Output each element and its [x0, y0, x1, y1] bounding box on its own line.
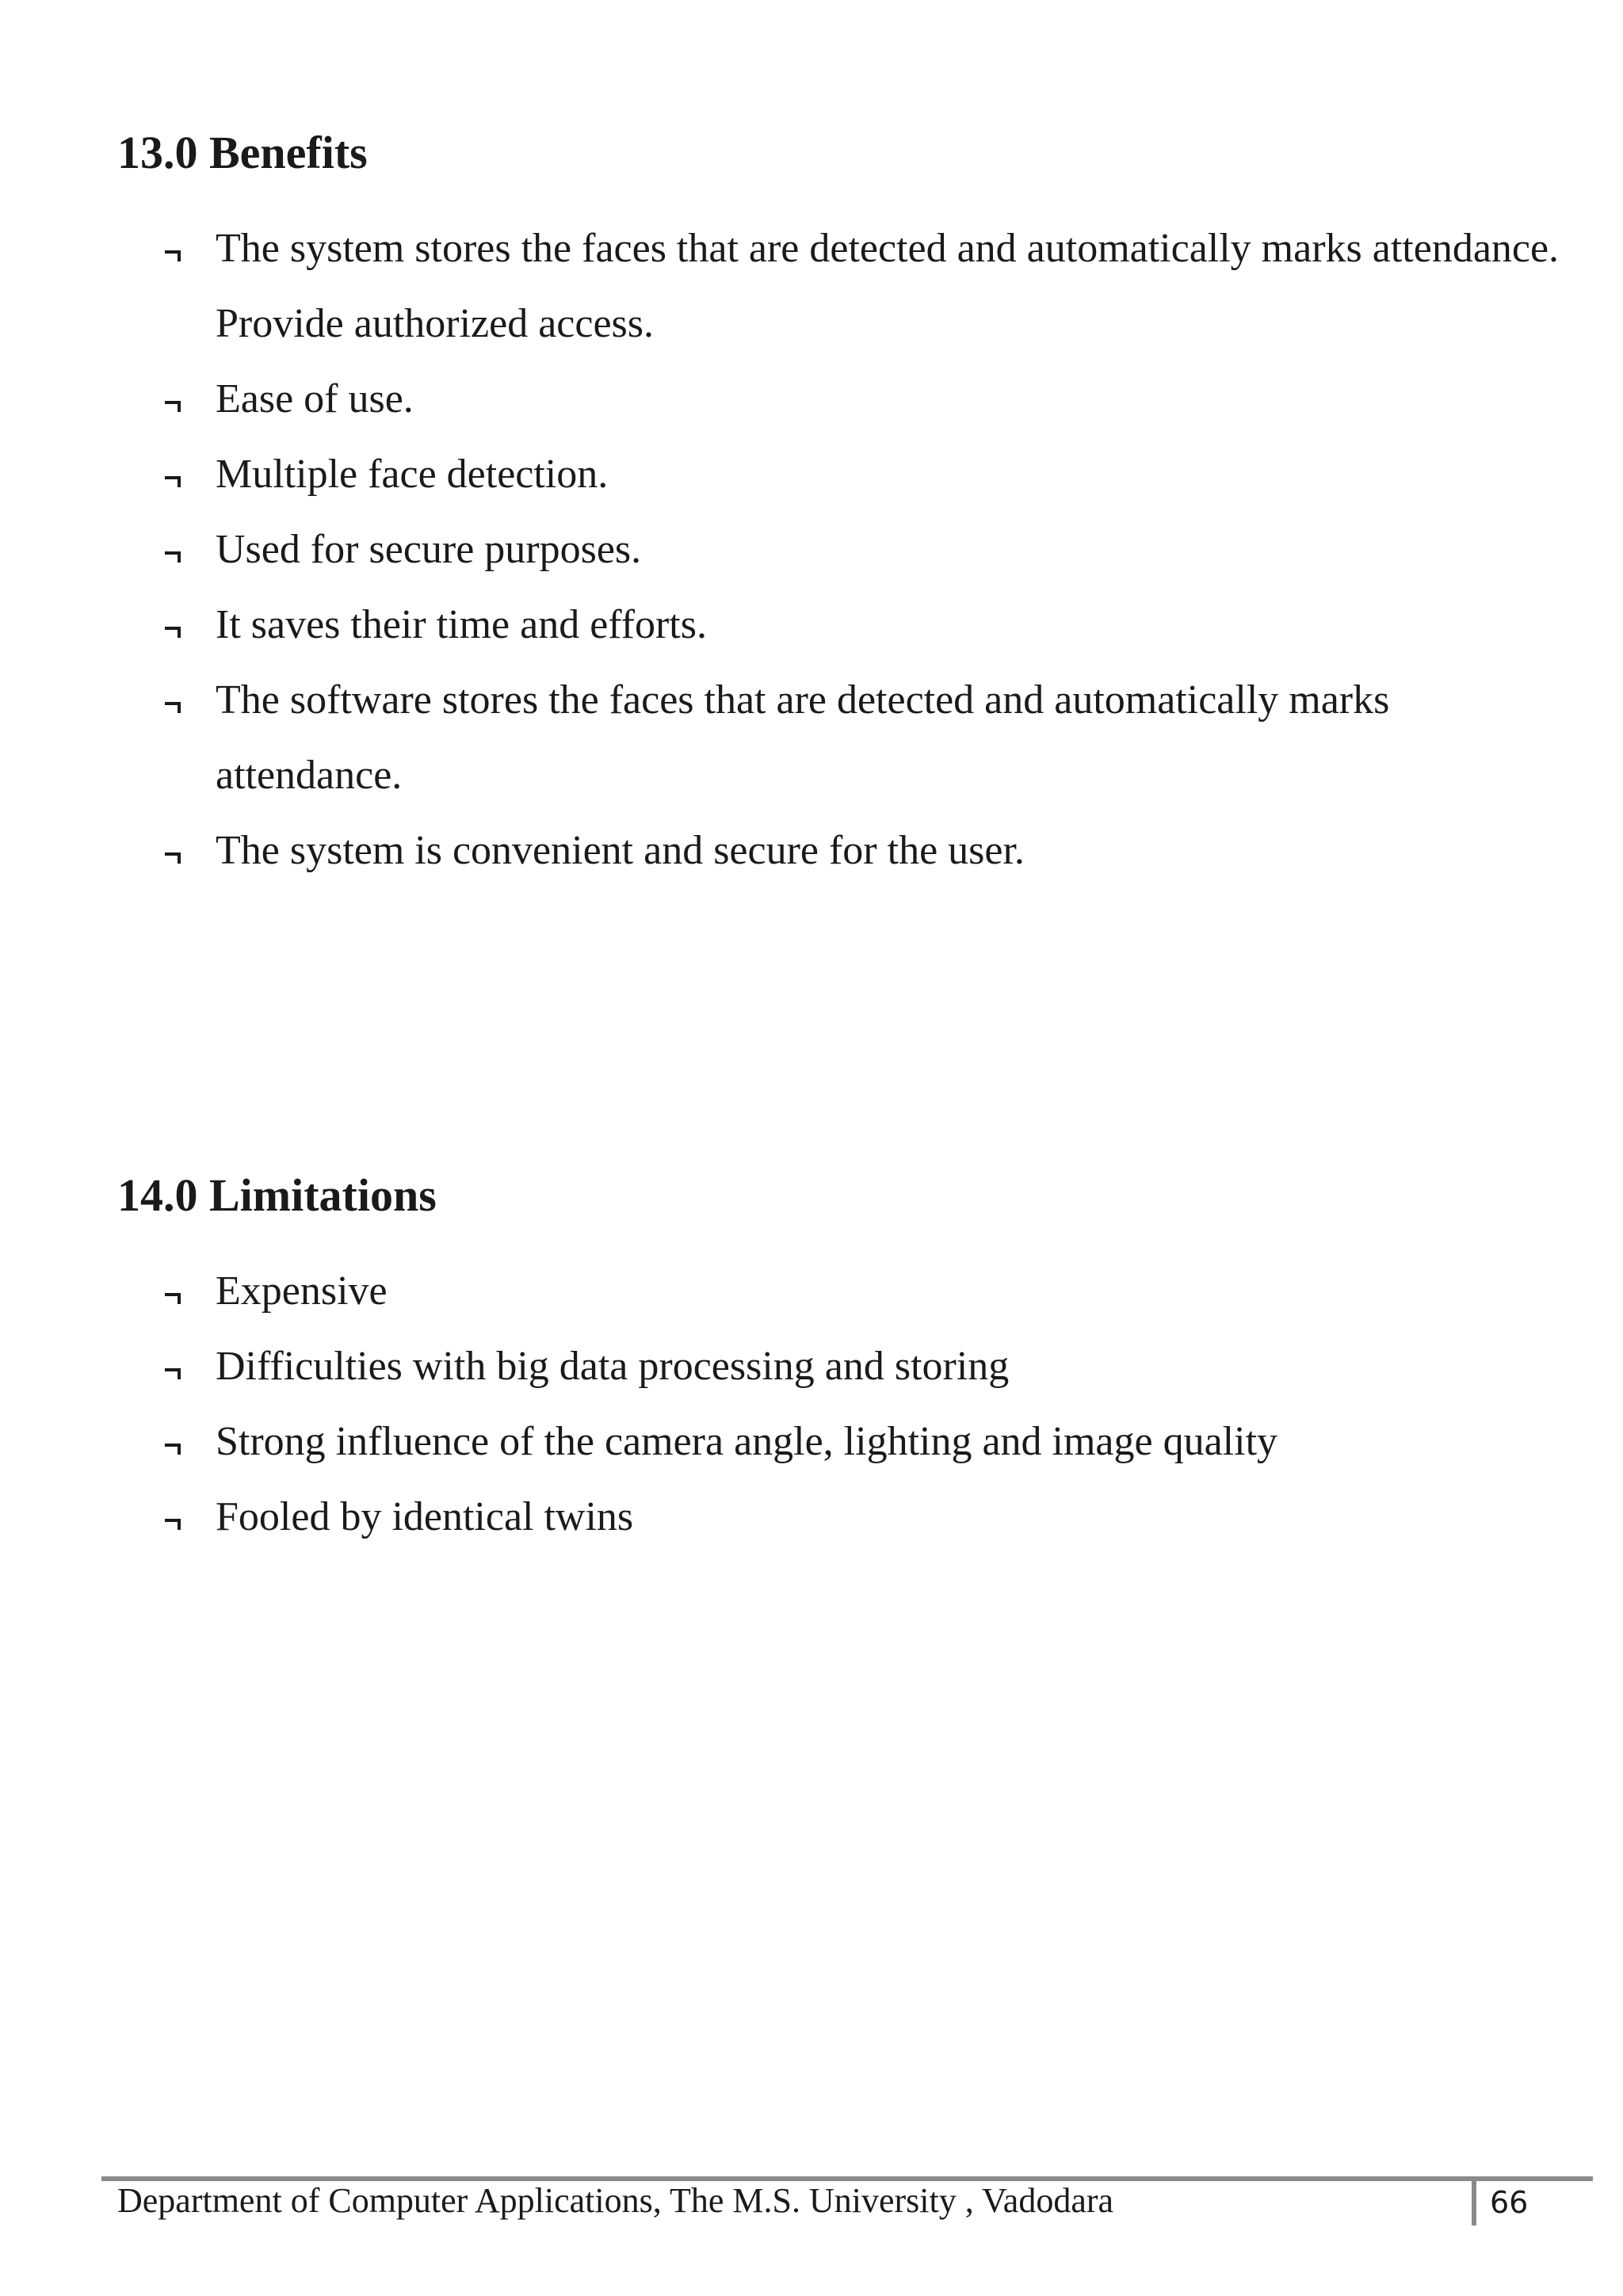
- list-item-text: Expensive: [216, 1268, 388, 1314]
- list-item-text: Multiple face detection.: [216, 452, 609, 497]
- footer-text: Department of Computer Applications, The M.S. University , Vadodara: [117, 2181, 1114, 2220]
- bullet-icon: [165, 250, 184, 269]
- list-item-text: Used for secure purposes.: [216, 527, 642, 572]
- list-item-text: The system stores the faces that are detected and automatically marks attendance. Provide authorized access.: [216, 226, 1560, 346]
- benefits-heading: 13.0 Benefits: [117, 127, 368, 178]
- bullet-icon: [165, 1293, 184, 1312]
- list-item-text: Ease of use.: [216, 376, 414, 421]
- bullet-icon: [165, 476, 184, 495]
- list-item-text: The system is convenient and secure for the user.: [216, 828, 1025, 873]
- bullet-icon: [165, 401, 184, 420]
- bullet-icon: [165, 852, 184, 871]
- limitations-heading: 14.0 Limitations: [117, 1169, 437, 1221]
- page-number: 66: [1490, 2185, 1529, 2220]
- bullet-icon: [165, 702, 184, 721]
- bullet-icon: [165, 1444, 184, 1463]
- bullet-icon: [165, 1519, 184, 1538]
- list-item-text: Difficulties with big data processing and storing: [216, 1344, 1010, 1389]
- list-item-text: The software stores the faces that are detected and automatically marks attendance.: [216, 677, 1390, 798]
- list-item-text: Strong influence of the camera angle, lighting and image quality: [216, 1419, 1278, 1464]
- page-number-divider: [1472, 2176, 1476, 2225]
- bullet-icon: [165, 627, 184, 646]
- bullet-icon: [165, 1368, 184, 1387]
- bullet-icon: [165, 551, 184, 570]
- list-item-text: Fooled by identical twins: [216, 1494, 634, 1539]
- list-item-text: It saves their time and efforts.: [216, 602, 707, 647]
